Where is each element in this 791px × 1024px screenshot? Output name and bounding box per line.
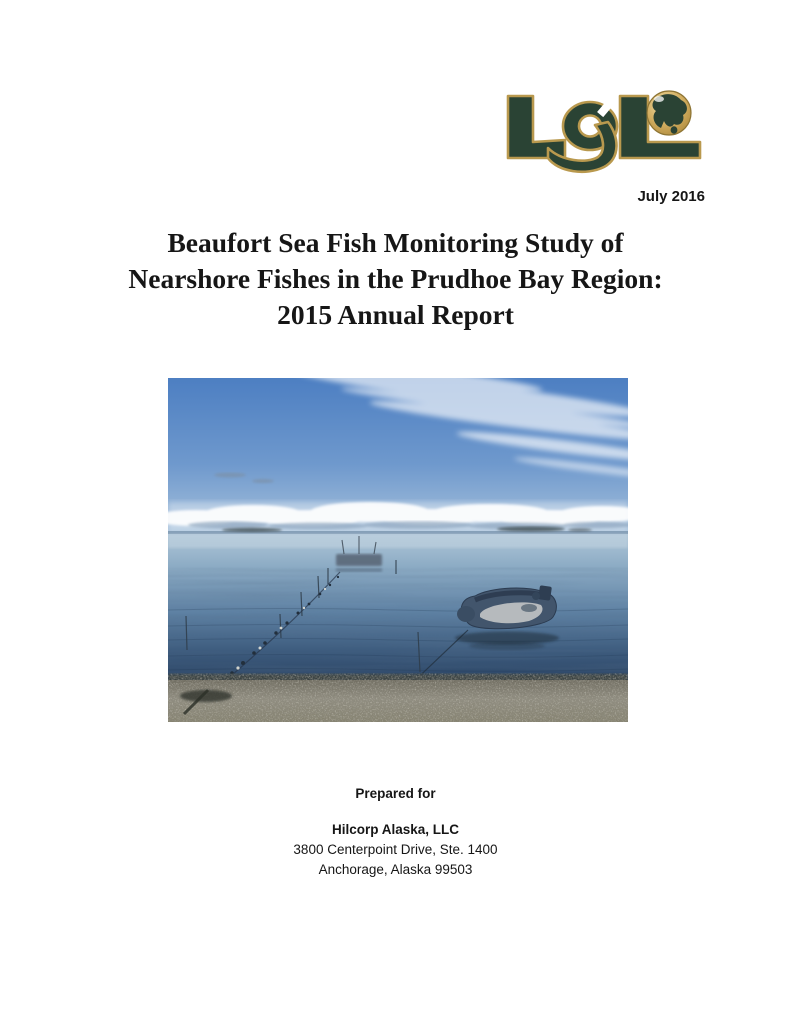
- recipient-name: Hilcorp Alaska, LLC: [331, 822, 460, 837]
- recipient-block: [0, 820, 791, 880]
- sky: [168, 378, 628, 535]
- prepared-for-label: Prepared for: [355, 786, 436, 801]
- cover-photo: [168, 378, 628, 722]
- recipient-address-line1: 3800 Centerpoint Drive, Ste. 1400: [293, 842, 498, 857]
- gravel-beach: [168, 674, 628, 722]
- report-title: [0, 225, 791, 333]
- letter-l-first: [508, 96, 565, 158]
- title-line-1: Beaufort Sea Fish Monitoring Study of: [167, 227, 624, 258]
- globe-icon: [647, 91, 691, 135]
- horizon-cloud-band: [168, 502, 628, 532]
- title-line-2: Nearshore Fishes in the Prudhoe Bay Region:: [128, 263, 663, 294]
- lgl-logo: [500, 88, 710, 178]
- report-date: July 2016: [637, 188, 705, 205]
- recipient-address-line2: Anchorage, Alaska 99503: [318, 862, 473, 877]
- title-line-3: 2015 Annual Report: [277, 299, 514, 330]
- lgl-logo-graphic: [500, 88, 710, 178]
- water: [168, 534, 628, 682]
